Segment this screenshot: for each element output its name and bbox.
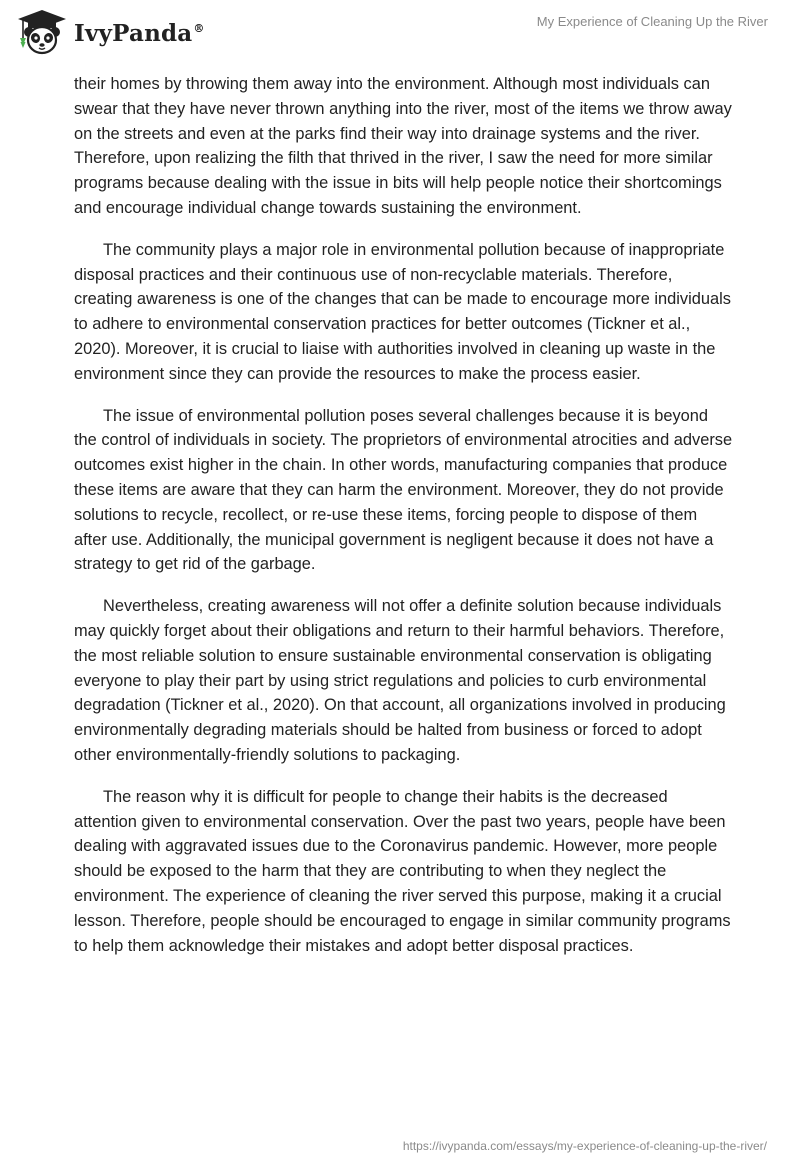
essay-paragraph: their homes by throwing them away into the environment. Although most individuals can swear that they have never thrown anything into the river, most of the items we throw away on the streets and even at the parks find their way into drainage systems and the river. Therefore, upon realizing the filth that thrived in the river, I saw the need for more similar programs because dealing with the issue in bits will help people notice their shortcomings and encourage individual change towards sustaining the environment. bbox=[74, 75, 732, 217]
panda-graduate-icon bbox=[14, 8, 70, 56]
essay-paragraph: The issue of environmental pollution poses several challenges because it is beyond the control of individuals in society. The proprietors of environmental atrocities and adverse outcomes exist higher in the chain. In other words, manufacturing companies that produce these items are aware that they can harm the environment. Moreover, they do not provide solutions to recycle, recollect, or re-use these items, forcing people to dispose of them after use. Additionally, the municipal government is negligent because it does not have a strategy to get rid of the garbage. bbox=[74, 406, 733, 574]
essay-paragraph: The community plays a major role in environmental pollution because of inappropriate disposal practices and their continuous use of non-recyclable materials. Therefore, creating awareness is one of the changes that can be made to encourage more individuals to adhere to environmental conservation practices for better outcomes (Tickner et al., 2020). Moreover, it is crucial to liaise with authorities involved in cleaning up waste in the environment since they can provide the resources to make the process easier. bbox=[74, 240, 731, 383]
essay-paragraph: The reason why it is difficult for people to change their habits is the decreased attention given to environmental conservation. Over the past two years, people have been dealing with aggravated issues due to the Coronavirus pandemic. However, more people should be exposed to the harm that they are contributing to when they neglect the environment. The experience of cleaning the river served this purpose, making it a crucial lesson. Therefore, people should be encouraged to engage in similar community programs to help them acknowledge their mistakes and adopt better disposal practices. bbox=[74, 787, 731, 955]
essay-paragraph: Nevertheless, creating awareness will not offer a definite solution because individuals may quickly forget about their obligations and return to their harmful behaviors. Therefore, the most reliable solution to ensure sustainable environmental conservation is obligating everyone to play their part by using strict regulations and policies to curb environmental degradation (Tickner et al., 2020). On that account, all organizations involved in producing environmentally degrading materials should be halted from business or forced to adopt other environmentally-friendly solutions to packaging. bbox=[74, 597, 726, 764]
essay-body bbox=[74, 72, 734, 975]
brand-logo[interactable] bbox=[14, 8, 205, 56]
registered-mark: ® bbox=[193, 21, 205, 35]
brand-name bbox=[74, 20, 205, 47]
page-header bbox=[0, 0, 800, 70]
document-title: My Experience of Cleaning Up the River bbox=[536, 14, 768, 29]
source-url[interactable]: https://ivypanda.com/essays/my-experience-of-cleaning-up-the-river/ bbox=[402, 1139, 767, 1153]
brand-name-text: IvyPanda bbox=[74, 19, 193, 47]
